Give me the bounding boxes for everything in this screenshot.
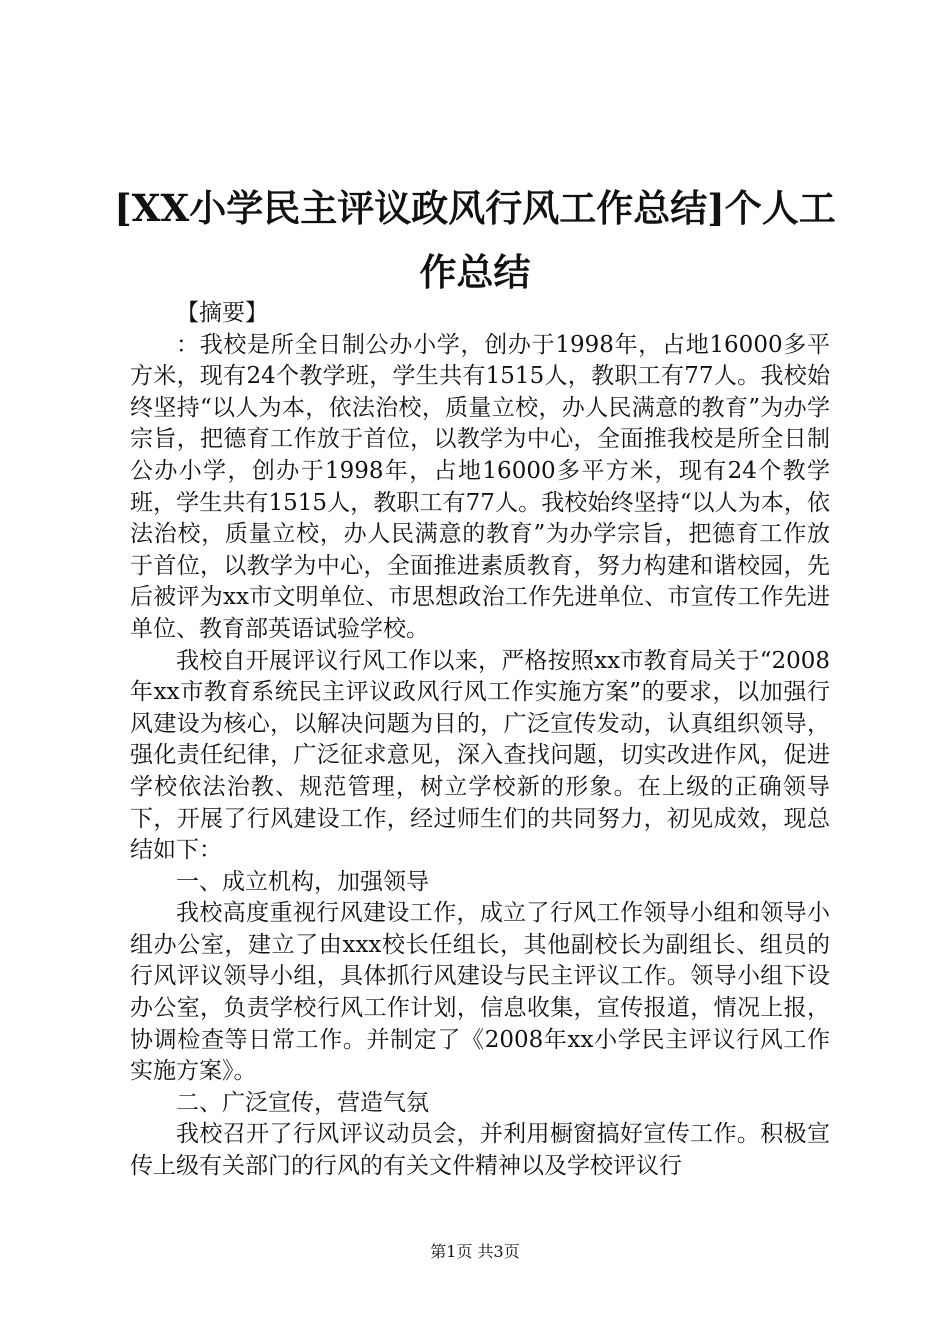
paragraph-section-1: 我校高度重视行风建设工作，成立了行风工作领导小组和领导小组办公室，建立了由xxx校长任组长，其他副校长为副组长、组员的行风评议领导小组，具体抓行风建设与民主评议工作。领导小组下设办公室，负责学校行风工作计划，信息收集，宣传报道，情况上报，协调检查等日常工作。并制定了《2008年xx小学民主评议行风工作实施方案》。: [130, 900, 830, 1085]
title-line-2: 作总结: [419, 250, 531, 294]
section-heading-1: 一、成立机构，加强领导: [176, 868, 429, 895]
document-title: [100, 176, 850, 304]
paragraph-section-2: 我校召开了行风评议动员会，并利用橱窗搞好宣传工作。积极宣传上级有关部门的行风的有关文件精神以及学校评议行: [130, 1121, 830, 1180]
document-body: [130, 298, 830, 1183]
page-footer: 第1页 共3页: [430, 1242, 520, 1261]
abstract-label: 【摘要】: [176, 300, 268, 326]
title-line-1: [XX小学民主评议政风行风工作总结]个人工: [114, 186, 836, 230]
section-heading-2: 二、广泛宣传，营造气氛: [176, 1089, 429, 1116]
paragraph-abstract: ：我校是所全日制公办小学，创办于1998年，占地16000多平方米，现有24个教学班，学生共有1515人，教职工有77人。我校始终坚持“以人为本，依法治校，质量立校，办人民满意的教育”为办学宗旨，把德育工作放于首位，以教学为中心，全面推我校是所全日制公办小学，创办于1998年，占地16000多平方米，现有24个教学班，学生共有1515人，教职工有77人。我校始终坚持“以人为本，依法治校，质量立校，办人民满意的教育”为办学宗旨，把德育工作放于首位，以教学为中心，全面推进素质教育，努力构建和谐校园，先后被评为xx市文明单位、市思想政治工作先进单位、市宣传工作先进单位、教育部英语试验学校。: [130, 331, 830, 642]
paragraph-intro: 我校自开展评议行风工作以来，严格按照xx市教育局关于“2008年xx市教育系统民主评议政风行风工作实施方案”的要求，以加强行风建设为核心，以解决问题为目的，广泛宣传发动，认真组织领导，强化责任纪律，广泛征求意见，深入查找问题，切实改进作风，促进学校依法治教、规范管理，树立学校新的形象。在上级的正确领导下，开展了行风建设工作，经过师生们的共同努力，初见成效，现总结如下：: [130, 647, 830, 864]
